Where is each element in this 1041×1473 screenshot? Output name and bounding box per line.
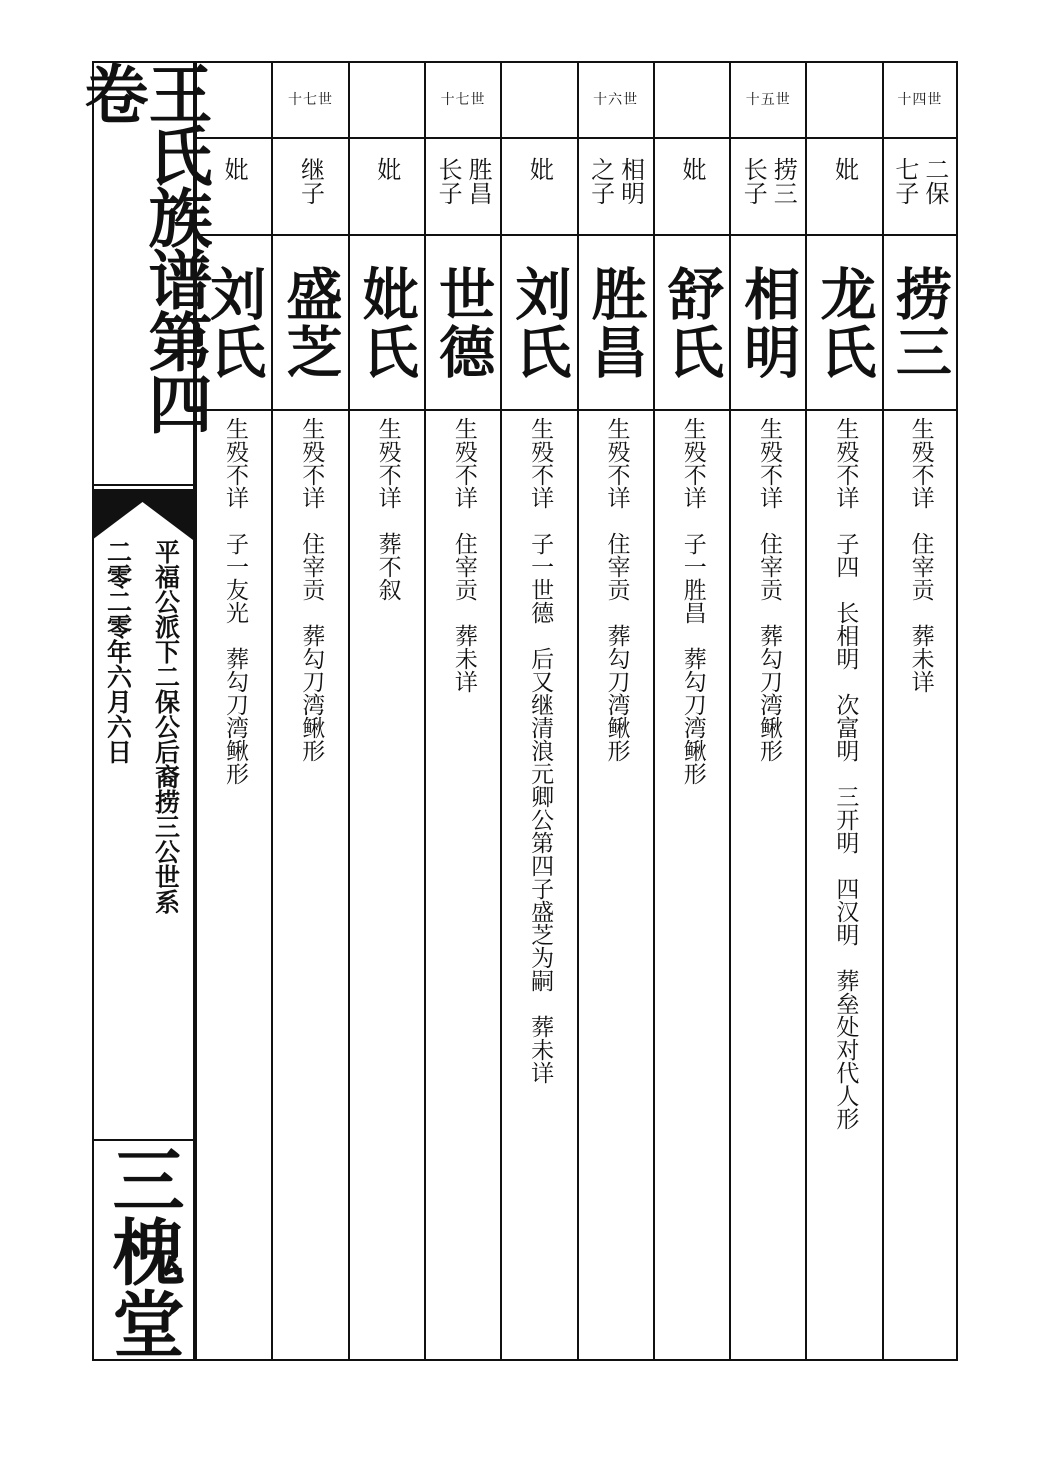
book-title <box>73 61 213 486</box>
entry-column <box>882 61 958 1361</box>
relation-text: 胜昌长子 <box>434 156 493 205</box>
person-name: 刘氏 <box>201 264 268 381</box>
entry-column <box>195 61 271 1361</box>
relation-text: 二保七子 <box>890 156 949 205</box>
generation-text: 十五世 <box>745 92 791 108</box>
generation-text: 十六世 <box>593 92 639 108</box>
relation-text: 妣 <box>830 156 859 181</box>
bio-cell <box>350 411 424 1359</box>
relation-cell <box>197 139 271 236</box>
bio-cell <box>579 411 653 1359</box>
lineage-caption <box>148 539 184 1079</box>
name-cell <box>731 236 805 411</box>
bio-text: 生殁不详 子一世德 后又继清浪元卿公第四子盛芝为嗣 葬未详 <box>527 417 554 1084</box>
date-caption-text: 二零二零年六月六日 <box>103 539 133 764</box>
bio-text: 生殁不详 子一胜昌 葬勾刀湾鳅形 <box>679 417 706 785</box>
relation-cell <box>731 139 805 236</box>
person-name: 舒氏 <box>658 264 725 381</box>
bio-cell <box>807 411 881 1359</box>
generation-cell <box>655 61 729 139</box>
name-cell <box>884 236 956 411</box>
person-name: 盛芝 <box>277 264 344 381</box>
name-cell <box>655 236 729 411</box>
relation-cell <box>579 139 653 236</box>
generation-cell <box>884 61 956 139</box>
person-name: 龙氏 <box>811 264 878 381</box>
person-name: 刘氏 <box>506 264 573 381</box>
spine-panel <box>73 61 213 1361</box>
spine-divider-bottom <box>92 1139 193 1141</box>
hall-name-text: 三槐堂 <box>100 1143 186 1359</box>
bio-cell <box>731 411 805 1359</box>
relation-cell <box>502 139 576 236</box>
relation-cell <box>350 139 424 236</box>
fishtail-ornament <box>92 490 193 540</box>
entry-column <box>805 61 881 1361</box>
generation-text: 十四世 <box>897 92 943 108</box>
bio-text: 生殁不详 住宰贡 葬未详 <box>907 417 934 693</box>
name-cell <box>807 236 881 411</box>
lineage-caption-text: 平福公派下二保公后裔捞三公世系 <box>151 539 181 914</box>
generation-text: 十七世 <box>287 92 333 108</box>
person-name: 胜昌 <box>582 264 649 381</box>
relation-cell <box>273 139 347 236</box>
bio-text: 生殁不详 子一友光 葬勾刀湾鳅形 <box>221 417 248 785</box>
entry-column <box>348 61 424 1361</box>
bio-text: 生殁不详 子四 长相明 次富明 三开明 四汉明 葬垒处对代人形 <box>832 417 859 1130</box>
generation-cell <box>502 61 576 139</box>
entry-column <box>271 61 347 1361</box>
bio-cell <box>884 411 956 1359</box>
generation-cell <box>426 61 500 139</box>
hall-name <box>92 1143 193 1361</box>
relation-cell <box>884 139 956 236</box>
bio-text: 生殁不详 住宰贡 葬勾刀湾鳅形 <box>298 417 325 762</box>
relation-text: 妣 <box>525 156 554 181</box>
relation-cell <box>655 139 729 236</box>
entry-column <box>500 61 576 1361</box>
name-cell <box>579 236 653 411</box>
person-name: 妣氏 <box>353 264 420 381</box>
bio-cell <box>197 411 271 1359</box>
generation-cell <box>197 61 271 139</box>
person-name: 世德 <box>430 264 497 381</box>
name-cell <box>426 236 500 411</box>
generation-text: 十七世 <box>440 92 486 108</box>
relation-cell <box>426 139 500 236</box>
person-name: 相明 <box>735 264 802 381</box>
generation-cell <box>807 61 881 139</box>
relation-text: 捞三长子 <box>739 156 798 205</box>
bio-text: 生殁不详 住宰贡 葬勾刀湾鳅形 <box>603 417 630 762</box>
relation-text: 妣 <box>372 156 401 181</box>
bio-cell <box>273 411 347 1359</box>
bio-cell <box>502 411 576 1359</box>
relation-text: 相明之子 <box>586 156 645 205</box>
entry-column <box>577 61 653 1361</box>
generation-cell <box>579 61 653 139</box>
date-caption <box>100 539 136 839</box>
name-cell <box>502 236 576 411</box>
name-cell <box>350 236 424 411</box>
bio-text: 生殁不详 住宰贡 葬勾刀湾鳅形 <box>756 417 783 762</box>
relation-text: 继子 <box>296 156 325 205</box>
bio-text: 生殁不详 葬不叙 <box>374 417 401 601</box>
name-cell <box>273 236 347 411</box>
genealogy-grid <box>195 61 958 1361</box>
bio-cell <box>426 411 500 1359</box>
generation-cell <box>273 61 347 139</box>
bio-text: 生殁不详 住宰贡 葬未详 <box>450 417 477 693</box>
book-title-text: 王氏族谱第四卷 <box>73 61 213 433</box>
relation-text: 妣 <box>677 156 706 181</box>
person-name: 捞三 <box>886 264 953 381</box>
entry-column <box>653 61 729 1361</box>
entry-column <box>729 61 805 1361</box>
bio-cell <box>655 411 729 1359</box>
generation-cell <box>350 61 424 139</box>
relation-cell <box>807 139 881 236</box>
entry-column <box>424 61 500 1361</box>
relation-text: 妣 <box>220 156 249 181</box>
name-cell <box>197 236 271 411</box>
generation-cell <box>731 61 805 139</box>
